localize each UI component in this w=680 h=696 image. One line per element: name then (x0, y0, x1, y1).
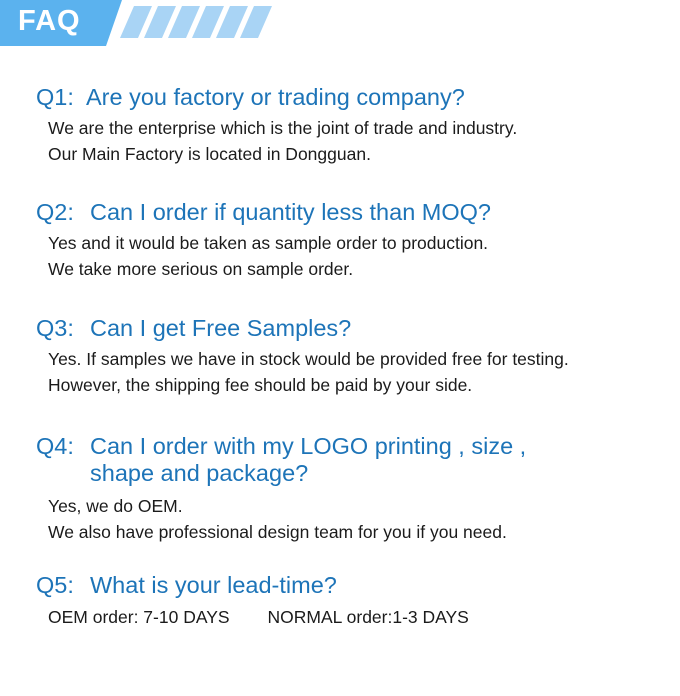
faq-item-5 (36, 572, 666, 630)
answer-line: We take more serious on sample order. (48, 259, 354, 279)
answer-line: Yes and it would be taken as sample order to production. (48, 233, 489, 253)
answer-line: We are the enterprise which is the joint of trade and industry. (48, 118, 518, 138)
normal-lead-time: NORMAL order:1-3 DAYS (267, 607, 469, 627)
answer-line: However, the shipping fee should be paid by your side. (48, 375, 473, 395)
question-text: Can I get Free Samples? (90, 315, 352, 341)
faq-item-1 (36, 84, 666, 167)
question-text: What is your lead-time? (90, 572, 337, 598)
answer-line: We also have professional design team for you if you need. (48, 522, 507, 542)
answer-line: Yes. If samples we have in stock would be provided free for testing. (48, 349, 569, 369)
page-title: FAQ (18, 5, 81, 37)
faq-item-2 (36, 199, 666, 282)
question-number: Q2: (36, 199, 74, 225)
question-1 (36, 84, 666, 111)
answer-line: Yes, we do OEM. (48, 496, 183, 516)
question-number: Q3: (36, 315, 74, 341)
question-text: Are you factory or trading company? (86, 84, 465, 110)
faq-item-4 (36, 433, 666, 545)
faq-header (0, 0, 680, 46)
answer-3 (48, 346, 666, 398)
oem-lead-time: OEM order: 7-10 DAYS (48, 607, 230, 627)
question-text: Can I order if quantity less than MOQ? (90, 199, 491, 225)
answer-2 (48, 230, 666, 282)
question-number: Q4: (36, 433, 74, 459)
question-3 (36, 315, 666, 342)
question-4 (36, 433, 666, 487)
question-2 (36, 199, 666, 226)
answer-line: Our Main Factory is located in Dongguan. (48, 144, 371, 164)
question-5 (36, 572, 666, 599)
lead-time-row (48, 604, 666, 630)
answer-1 (48, 115, 666, 167)
question-number: Q5: (36, 572, 74, 598)
answer-4 (48, 493, 666, 545)
question-text: Can I order with my LOGO printing , size , shape and package? (90, 433, 527, 486)
faq-item-3 (36, 315, 666, 398)
header-banner-graphic (0, 0, 680, 46)
question-number: Q1: (36, 84, 74, 110)
